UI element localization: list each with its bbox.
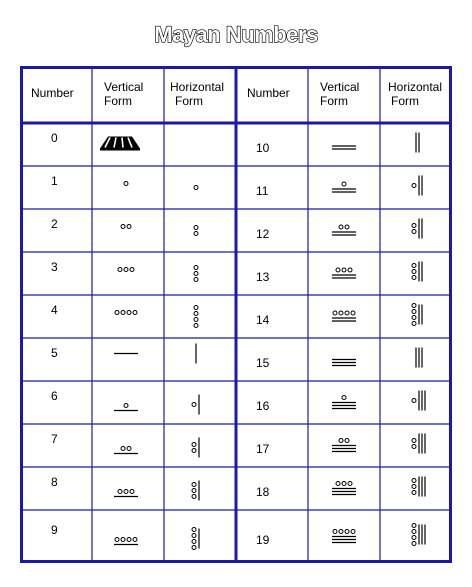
dot-mark — [333, 311, 337, 315]
dot-mark — [412, 439, 416, 443]
dot-mark — [192, 449, 196, 453]
dot-mark — [339, 530, 343, 534]
row-number: 7 — [51, 431, 58, 446]
dot-mark — [194, 232, 198, 236]
dot-mark — [121, 447, 125, 451]
dot-mark — [412, 530, 416, 534]
dot-mark — [412, 224, 416, 228]
row-number: 1 — [51, 173, 58, 188]
shell-ridge — [122, 138, 123, 148]
dot-mark — [115, 311, 119, 315]
dot-mark — [412, 230, 416, 234]
dot-mark — [412, 479, 416, 483]
dot-mark — [130, 268, 134, 272]
dot-mark — [133, 538, 137, 542]
dot-mark — [412, 542, 416, 546]
dot-mark — [194, 226, 198, 230]
dot-mark — [115, 538, 119, 542]
dot-mark — [351, 311, 355, 315]
dot-mark — [192, 534, 196, 538]
dot-mark — [345, 530, 349, 534]
dot-mark — [345, 439, 349, 443]
dot-mark — [118, 268, 122, 272]
dot-mark — [192, 443, 196, 447]
dot-mark — [345, 311, 349, 315]
dot-mark — [412, 399, 416, 403]
dot-mark — [127, 538, 131, 542]
dot-mark — [412, 491, 416, 495]
dot-mark — [412, 322, 416, 326]
row-number: 15 — [256, 355, 270, 370]
header-horizontal-line2: Form — [391, 94, 419, 108]
dot-mark — [345, 225, 349, 229]
dot-mark — [412, 524, 416, 528]
row-number: 18 — [256, 484, 270, 499]
dot-mark — [192, 540, 196, 544]
dot-mark — [348, 482, 352, 486]
table-grid — [20, 66, 452, 563]
row-number: 10 — [256, 140, 270, 155]
dot-mark — [342, 396, 346, 400]
dot-mark — [133, 311, 137, 315]
row-number: 3 — [51, 259, 58, 274]
dot-mark — [333, 530, 337, 534]
dot-mark — [124, 490, 128, 494]
row-number: 17 — [256, 441, 270, 456]
dot-mark — [339, 439, 343, 443]
dot-mark — [192, 483, 196, 487]
dot-mark — [124, 268, 128, 272]
row-number: 0 — [51, 130, 58, 145]
dot-mark — [412, 445, 416, 449]
dot-mark — [194, 266, 198, 270]
dot-mark — [412, 485, 416, 489]
header-vertical-line1: Vertical — [104, 80, 144, 94]
dot-mark — [336, 482, 340, 486]
dot-mark — [194, 278, 198, 282]
dot-mark — [342, 268, 346, 272]
row-number: 2 — [51, 216, 58, 231]
dot-mark — [121, 311, 125, 315]
dot-mark — [194, 324, 198, 328]
page-title: Mayan Numbers — [154, 22, 318, 47]
dot-mark — [348, 268, 352, 272]
dot-mark — [192, 528, 196, 532]
header-vertical-line2: Form — [104, 94, 132, 108]
row-number: 14 — [256, 312, 270, 327]
dot-mark — [412, 264, 416, 268]
dot-mark — [121, 538, 125, 542]
dot-mark — [412, 304, 416, 308]
mayan-numbers-table — [20, 66, 452, 563]
header-horizontal-line1: Horizontal — [170, 80, 225, 94]
row-number: 5 — [51, 345, 58, 360]
dot-mark — [192, 546, 196, 550]
dot-mark — [336, 268, 340, 272]
dot-mark — [127, 447, 131, 451]
row-number: 11 — [256, 183, 269, 198]
dot-mark — [127, 311, 131, 315]
dot-mark — [124, 404, 128, 408]
dot-mark — [130, 490, 134, 494]
dot-mark — [412, 536, 416, 540]
row-number: 8 — [51, 474, 58, 489]
header-horizontal-line1: Horizontal — [388, 80, 443, 94]
dot-mark — [412, 276, 416, 280]
header-vertical-line1: Vertical — [320, 80, 360, 94]
dot-mark — [124, 182, 128, 186]
dot-mark — [342, 182, 346, 186]
dot-mark — [194, 312, 198, 316]
dot-mark — [194, 186, 198, 190]
dot-mark — [339, 311, 343, 315]
dot-mark — [194, 306, 198, 310]
header-horizontal-line2: Form — [175, 94, 203, 108]
dot-mark — [412, 310, 416, 314]
row-number: 9 — [51, 522, 58, 537]
header-number: Number — [31, 86, 74, 100]
dot-mark — [342, 482, 346, 486]
dot-mark — [192, 489, 196, 493]
dot-mark — [339, 225, 343, 229]
dot-mark — [121, 225, 125, 229]
dot-mark — [412, 316, 416, 320]
row-number: 6 — [51, 388, 58, 403]
dot-mark — [194, 272, 198, 276]
dot-mark — [194, 318, 198, 322]
header-number: Number — [247, 86, 290, 100]
dot-mark — [127, 225, 131, 229]
dot-mark — [412, 270, 416, 274]
dot-mark — [412, 184, 416, 188]
dot-mark — [192, 403, 196, 407]
dot-mark — [118, 490, 122, 494]
dot-mark — [351, 530, 355, 534]
header-vertical-line2: Form — [320, 94, 348, 108]
dot-mark — [192, 495, 196, 499]
row-number: 16 — [256, 398, 270, 413]
row-number: 4 — [51, 302, 58, 317]
row-number: 19 — [256, 532, 270, 547]
row-number: 13 — [256, 269, 270, 284]
row-number: 12 — [256, 226, 270, 241]
